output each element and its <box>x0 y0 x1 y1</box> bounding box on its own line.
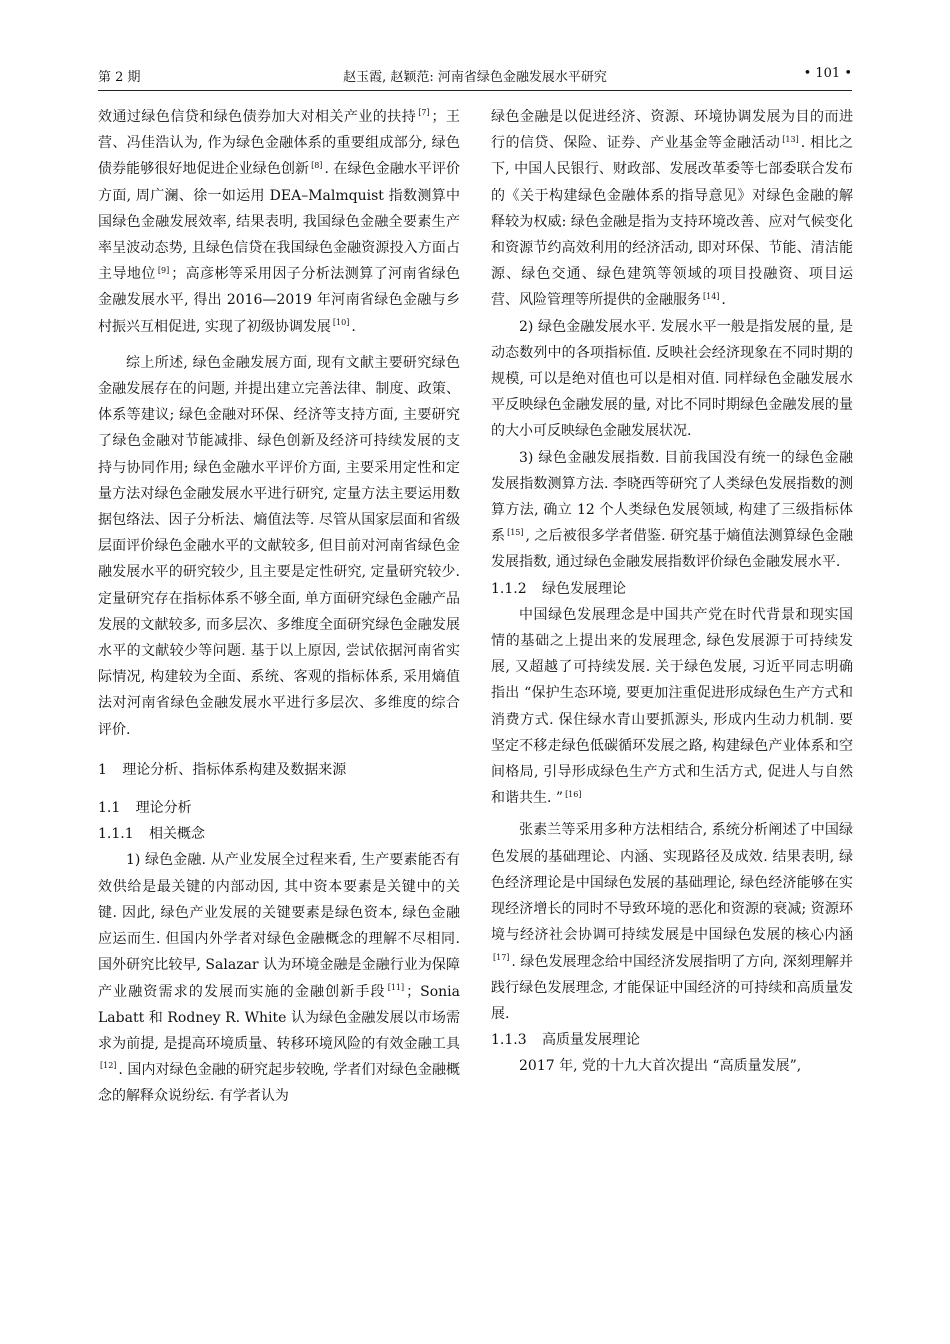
paragraph-green-finance-cont: 绿色金融是以促进经济、资源、环境协调发展为目的而进行的信贷、保险、证券、产业基金等金融活动 [13] . 相比之下, 中国人民银行、财政部、发展改革委等七部委联合发布的《关于构建绿色金融体系的指导意见》对绿色金融的解释较为权威: 绿色金融是指为支持环境改善、应对气候变化和资源节约高效利用的经济活动, 即对环保、节能、清洁能源、绿色交通、绿色建筑等领域的项目投融资、项目运营、风险管理等所提供的金融服务 [14] . <box>491 109 853 309</box>
paragraph-high-quality: 2017 年, 党的十九大首次提出 “高质量发展”, <box>519 1058 802 1075</box>
running-header <box>98 66 852 88</box>
section-heading-1-1-3: 1.1.3 高质量发展理论 <box>491 1032 641 1049</box>
issue-number: 第 2 期 <box>98 70 141 85</box>
citation-14: [14] <box>703 291 720 301</box>
page-number: • 101 • <box>803 66 852 81</box>
citation-8: [8] <box>311 160 323 170</box>
citation-9: [9] <box>157 265 170 275</box>
citation-15: [15] <box>507 527 524 537</box>
paragraph-literature-tail: 效通过绿色信贷和绿色债券加大对相关产业的扶持 [7] ；王营、冯佳浩认为, 作为绿色金融体系的重要组成部分, 绿色债券能够很好地促进企业绿色创新 [8] . 在绿色金融水平评价方面, 周广澜、徐一如运用 DEA–Malmquist 指数测算中国绿色金融发展效率, 结果表明, 我国绿色金融全要素生产率呈波动态势, 且绿色信贷在我国绿色金融资源投入方面占主导地位 [9] ；高彦彬等采用因子分析法测算了河南省绿色金融发展水平, 得出 2016—2019 年河南省绿色金融与乡村振兴互相促进, 实现了初级协调发展 [10] . <box>98 108 461 335</box>
section-heading-1-1: 1.1 理论分析 <box>98 800 192 817</box>
paragraph-green-finance: 1) 绿色金融. 从产业发展全过程来看, 生产要素能否有效供给是最关键的内部动因, 其中资本要素是关键中的关键. 因此, 绿色产业发展的关键要素是绿色资本, 绿色金融应运而生. 但国内外学者对绿色金融概念的理解不尽相同. 国外研究比较早, Salazar 认为环境金融是金融行业为保障产业融资需求的发展而实施的金融创新手段 [11] ；Sonia Labatt 和 Rodney R. White 认为绿色金融发展以市场需求为前提, 是提高环境质量、转移环境风险的有效金融工具[12] . 国内对绿色金融的研究起步较晚, 学者们对绿色金融概念的解释众说纷纭. 有学者认为 <box>98 852 460 1105</box>
citation-17: [17] <box>493 952 510 962</box>
citation-11: [11] <box>387 982 405 992</box>
citation-7: [7] <box>418 108 430 118</box>
left-column <box>98 104 460 1110</box>
paragraph-development-level: 2) 绿色金融发展水平. 发展水平一般是指发展的量, 是动态数列中的各项指标值. 反映社会经济现象在不同时期的规模, 可以是绝对值也可以是相对值. 同样绿色金融发展水平反映绿色金融发展的量, 对比不同时期绿色金融发展的量的大小可反映绿色金融发展状况. <box>491 318 853 440</box>
paragraph-summary: 综上所述, 绿色金融发展方面, 现有文献主要研究绿色金融发展存在的问题, 并提出建立完善法律、制度、政策、体系等建议; 绿色金融对环保、经济等支持方面, 主要研究了绿色金融对节能减排、绿色创新及经济可持续发展的支持与协同作用; 绿色金融水平评价方面, 主要采用定性和定量方法对绿色金融发展水平进行研究, 定量方法主要运用数据包络法、因子分析法、熵值法等. 尽管从国家层面和省级层面评价绿色金融水平的文献较多, 但目前对河南省绿色金融发展水平的研究较少, 且主要是定性研究, 定量研究较少. 定量研究存在指标体系不够全面, 单方面研究绿色金融产品发展的文献较多, 而多层次、多维度全面研究绿色金融发展水平的文献较少等问题. 基于以上原因, 尝试依据河南省实际情况, 构建较为全面、系统、客观的指标体系, 采用熵值法对河南省绿色金融发展水平进行多层次、多维度的综合评价. <box>98 354 460 738</box>
citation-16: [16] <box>565 789 582 799</box>
section-heading-1: 1 理论分析、指标体系构建及数据来源 <box>98 761 347 778</box>
citation-10: [10] <box>332 317 350 327</box>
header-rule <box>98 90 852 91</box>
paragraph-zhang-sulan: 张素兰等采用多种方法相结合, 系统分析阐述了中国绿色发展的基础理论、内涵、实现路径及成效. 结果表明, 绿色经济理论是中国绿色发展的基础理论, 绿色经济能够在实现经济增长的同时不导致环境的恶化和资源的衰减; 资源环境与经济社会协调可持续发展是中国绿色发展的核心内涵[17] . 绿色发展理念给中国经济发展指明了方向, 深刻理解并践行绿色发展理念, 才能保证中国经济的可持续和高质量发展. <box>491 822 853 1022</box>
citation-12: [12] <box>100 1061 117 1071</box>
section-heading-1-1-2: 1.1.2 绿色发展理论 <box>491 580 627 597</box>
right-column <box>491 104 853 1080</box>
section-heading-1-1-1: 1.1.1 相关概念 <box>98 826 206 843</box>
paragraph-green-development: 中国绿色发展理念是中国共产党在时代背景和现实国情的基础之上提出来的发展理念, 绿色发展源于可持续发展, 又超越了可持续发展. 关于绿色发展, 习近平同志明确指出 “保护生态环境, 要更加注重促进形成绿色生产方式和消费方式. 保住绿水青山要抓源头, 形成内生动力机制. 要坚定不移走绿色低碳循环发展之路, 构建绿色产业体系和空间格局, 引导形成绿色生产方式和生活方式, 促进人与自然和谐共生. ” [16] <box>491 606 853 807</box>
citation-13: [13] <box>782 134 799 144</box>
paragraph-development-index: 3) 绿色金融发展指数. 目前我国没有统一的绿色金融发展指数测算方法. 李晓西等研究了人类绿色发展指数的测算方法, 确立 12 个人类绿色发展领域, 构建了三级指标体系 [15] , 之后被很多学者借鉴. 研究基于熵值法测算绿色金融发展指数, 通过绿色金融发展指数评价绿色金融发展水平. <box>491 449 853 571</box>
running-title: 赵玉霞, 赵颖范: 河南省绿色金融发展水平研究 <box>343 70 607 85</box>
